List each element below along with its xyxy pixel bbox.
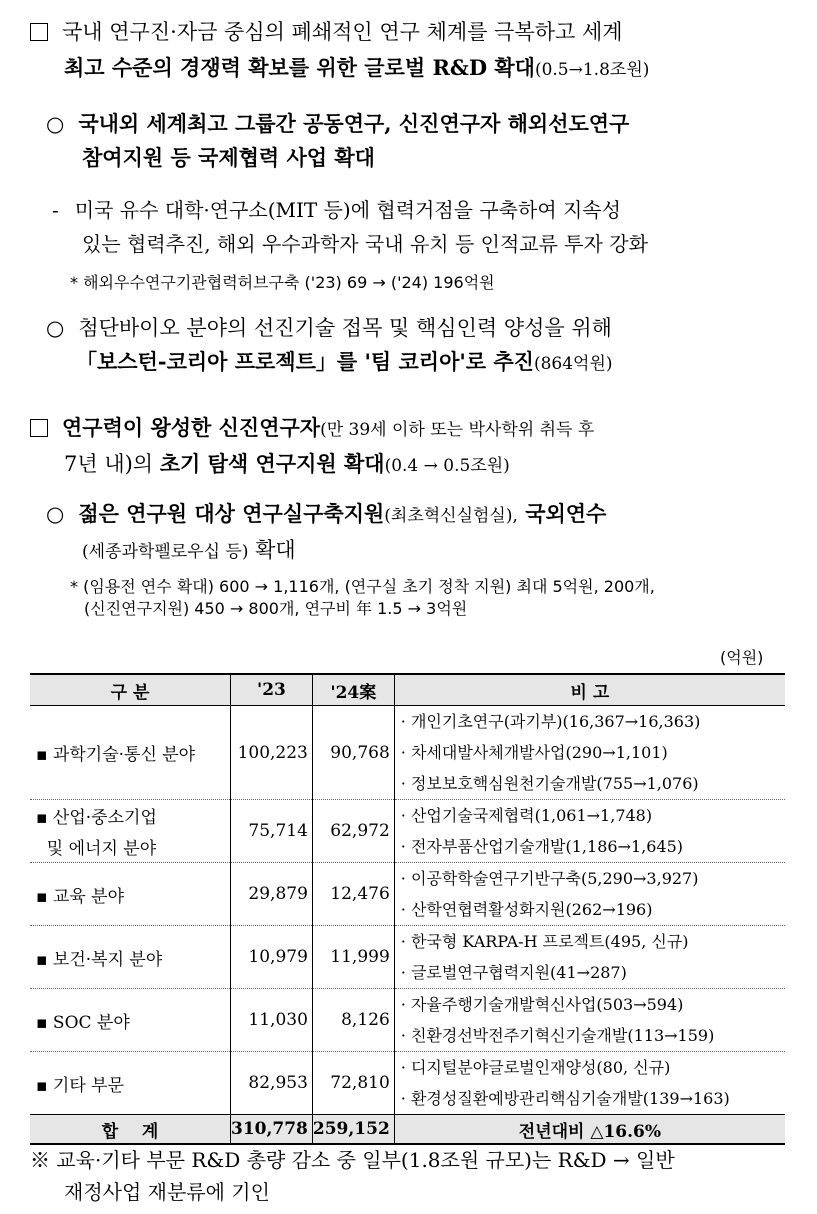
row-2023: 10,979 (231, 926, 313, 989)
total-note: 전년대비 △16.6% (394, 1115, 785, 1145)
total-2024: 259,152 (312, 1115, 394, 1145)
row-category: ▪ 보건·복지 분야 (30, 926, 231, 989)
row-2024: 11,999 (312, 926, 394, 989)
section1-dash1-line2: 있는 협력추진, 해외 우수과학자 국내 유치 등 인적교류 투자 강화 (82, 232, 648, 256)
section2-line2: 7년 내)의 초기 탐색 연구지원 확대(0.4 → 0.5조원) (64, 451, 510, 476)
section2-note-line1: * (임용전 연수 확대) 600 → 1,116개, (연구실 초기 정착 지원) 최대 5억원, 200개, (70, 577, 655, 596)
table-header-row (30, 674, 785, 706)
section1-line1: 국내 연구진·자금 중심의 폐쇄적인 연구 체계를 극복하고 세계 (30, 16, 623, 46)
row-category: ▪ 과학기술·통신 분야 (30, 706, 231, 800)
row-2024: 72,810 (312, 1052, 394, 1115)
row-notes: · 이공학학술연구기반구축(5,290→3,927) · 산학연협력활성화지원(262→196) (394, 863, 785, 926)
row-2023: 100,223 (231, 706, 313, 800)
row-notes: · 디지털분야글로벌인재양성(80, 신규) · 환경성질환예방관리핵심기술개발(139→163) (394, 1052, 785, 1115)
section1-line2: 최고 수준의 경쟁력 확보를 위한 글로벌 R&D 확대(0.5→1.8조원) (64, 55, 650, 80)
row-category: ▪ 기타 부문 (30, 1052, 231, 1115)
header-2023: '23 (231, 674, 313, 706)
section1-note1: * 해외우수연구기관협력허브구축 ('23) 69 → ('24) 196억원 (70, 273, 495, 292)
row-2023: 82,953 (231, 1052, 313, 1115)
table-row (30, 989, 785, 1052)
row-notes: · 한국형 KARPA-H 프로젝트(495, 신규) · 글로벌연구협력지원(41→287) (394, 926, 785, 989)
header-notes: 비 고 (394, 674, 785, 706)
table-row (30, 800, 785, 863)
section2-note-line2: (신진연구지원) 450 → 800개, 연구비 年 1.5 → 3억원 (84, 599, 468, 618)
footnote-line2: 재정사업 재분류에 기인 (64, 1180, 270, 1204)
table-row (30, 863, 785, 926)
section1-bullet2-line1: ○ 첨단바이오 분야의 선진기술 접목 및 핵심인력 양성을 위해 (46, 316, 612, 340)
section2-bullet1-line1: ○ 젊은 연구원 대상 연구실구축지원(최초혁신실험실), 국외연수 (46, 501, 607, 526)
table-row (30, 926, 785, 989)
row-2024: 90,768 (312, 706, 394, 800)
checkbox-square-icon (30, 23, 48, 41)
section1-bullet2-line2: 「보스턴-코리아 프로젝트」를 '팀 코리아'로 추진(864억원) (76, 349, 613, 374)
total-label: 합 계 (30, 1115, 231, 1145)
footnote-line1: ※ 교육·기타 부문 R&D 총량 감소 중 일부(1.8조원 규모)는 R&D → 일반 (30, 1148, 675, 1172)
section2-line1: 연구력이 왕성한 신진연구자(만 39세 이하 또는 박사학위 취득 후 (30, 412, 594, 442)
header-2024: '24案 (312, 674, 394, 706)
row-2023: 11,030 (231, 989, 313, 1052)
header-category: 구 분 (30, 674, 231, 706)
section1-dash1-line1: - 미국 유수 대학·연구소(MIT 등)에 협력거점을 구축하여 지속성 (52, 198, 621, 222)
row-2024: 12,476 (312, 863, 394, 926)
row-2023: 29,879 (231, 863, 313, 926)
table-row (30, 706, 785, 800)
row-2024: 62,972 (312, 800, 394, 863)
total-2023: 310,778 (231, 1115, 313, 1145)
section2-bullet1-line2: (세종과학펠로우십 등) 확대 (82, 538, 296, 562)
row-2024: 8,126 (312, 989, 394, 1052)
section1-bullet1-line1: ○ 국내외 세계최고 그룹간 공동연구, 신진연구자 해외선도연구 (46, 111, 630, 136)
row-notes: · 산업기술국제협력(1,061→1,748) · 전자부품산업기술개발(1,186→1,645) (394, 800, 785, 863)
row-notes: · 자율주행기술개발혁신사업(503→594) · 친환경선박전주기혁신기술개발(113→159) (394, 989, 785, 1052)
row-category: ▪ SOC 분야 (30, 989, 231, 1052)
checkbox-square-icon (30, 419, 48, 437)
table-total-row (30, 1115, 785, 1145)
row-2023: 75,714 (231, 800, 313, 863)
table-row (30, 1052, 785, 1115)
row-category: ▪ 교육 분야 (30, 863, 231, 926)
budget-table (30, 673, 785, 1145)
row-category: ▪ 산업·중소기업 및 에너지 분야 (30, 800, 231, 863)
section1-bullet1-line2: 참여지원 등 국제협력 사업 확대 (82, 145, 375, 170)
row-notes: · 개인기초연구(과기부)(16,367→16,363) · 차세대발사체개발사업(290→1,101) · 정보보호핵심원천기술개발(755→1,076) (394, 706, 785, 800)
table-unit: (억원) (720, 648, 764, 667)
